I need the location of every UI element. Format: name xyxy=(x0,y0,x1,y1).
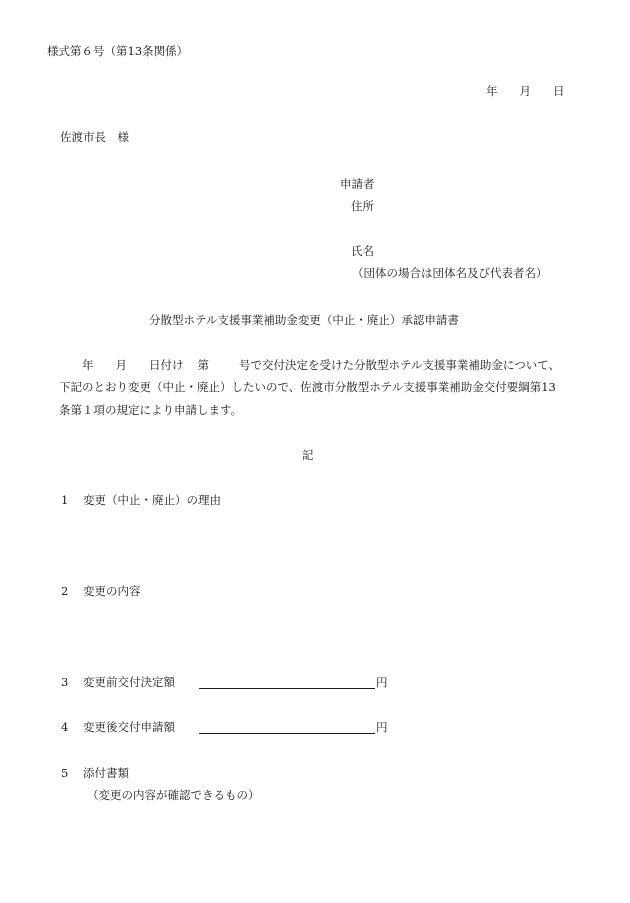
item-4-amount xyxy=(199,721,388,734)
body-line-2: 下記のとおり変更（中止・廃止）したいので、佐渡市分散型ホテル支援事業補助金交付要綱第13 xyxy=(59,380,556,394)
body-dai: 第 xyxy=(197,358,209,372)
item-5-note: （変更の内容が確認できるもの） xyxy=(87,788,260,802)
ki-heading: 記 xyxy=(302,448,314,462)
item-3-amount xyxy=(199,676,388,689)
item-4-amount-line xyxy=(199,721,375,734)
item-3-num: 3 xyxy=(61,675,69,689)
name-note: （団体の場合は団体名及び代表者名） xyxy=(352,266,548,280)
body-line-1 xyxy=(82,360,560,372)
date-month: 月 xyxy=(519,84,531,98)
item-2 xyxy=(61,586,141,598)
body-month: 月 xyxy=(115,358,127,372)
item-2-label: 変更の内容 xyxy=(83,584,141,598)
item-1-label: 変更（中止・廃止）の理由 xyxy=(83,493,221,507)
item-3-unit: 円 xyxy=(376,675,388,690)
addressee: 佐渡市長 様 xyxy=(60,130,129,144)
item-4-label: 変更後交付申請額 xyxy=(83,720,175,734)
document-title: 分散型ホテル支援事業補助金変更（中止・廃止）承認申請書 xyxy=(149,313,459,327)
item-3-label: 変更前交付決定額 xyxy=(83,675,175,689)
item-4-unit: 円 xyxy=(376,720,388,735)
date-line xyxy=(486,86,565,98)
item-4-num: 4 xyxy=(61,720,69,734)
item-5-label: 添付書類 xyxy=(83,766,129,780)
name-label: 氏名 xyxy=(351,244,374,258)
item-1-num: 1 xyxy=(61,493,69,507)
item-3 xyxy=(61,677,175,689)
date-day: 日 xyxy=(553,84,565,98)
date-year: 年 xyxy=(486,84,498,98)
item-5-num: 5 xyxy=(61,766,69,780)
item-1 xyxy=(61,495,221,507)
item-4 xyxy=(61,722,175,734)
form-id: 様式第６号（第13条関係） xyxy=(47,44,189,58)
item-3-amount-line xyxy=(199,676,375,689)
body-dated: 日付け xyxy=(149,358,184,372)
applicant-label: 申請者 xyxy=(340,177,375,191)
address-label: 住所 xyxy=(351,199,374,213)
item-2-num: 2 xyxy=(61,584,69,598)
body-line-3: 条第１項の規定により申請します。 xyxy=(59,403,243,417)
body-year: 年 xyxy=(82,358,94,372)
body-line1-rest: 号で交付決定を受けた分散型ホテル支援事業補助金について、 xyxy=(239,358,560,372)
item-5 xyxy=(61,768,129,780)
